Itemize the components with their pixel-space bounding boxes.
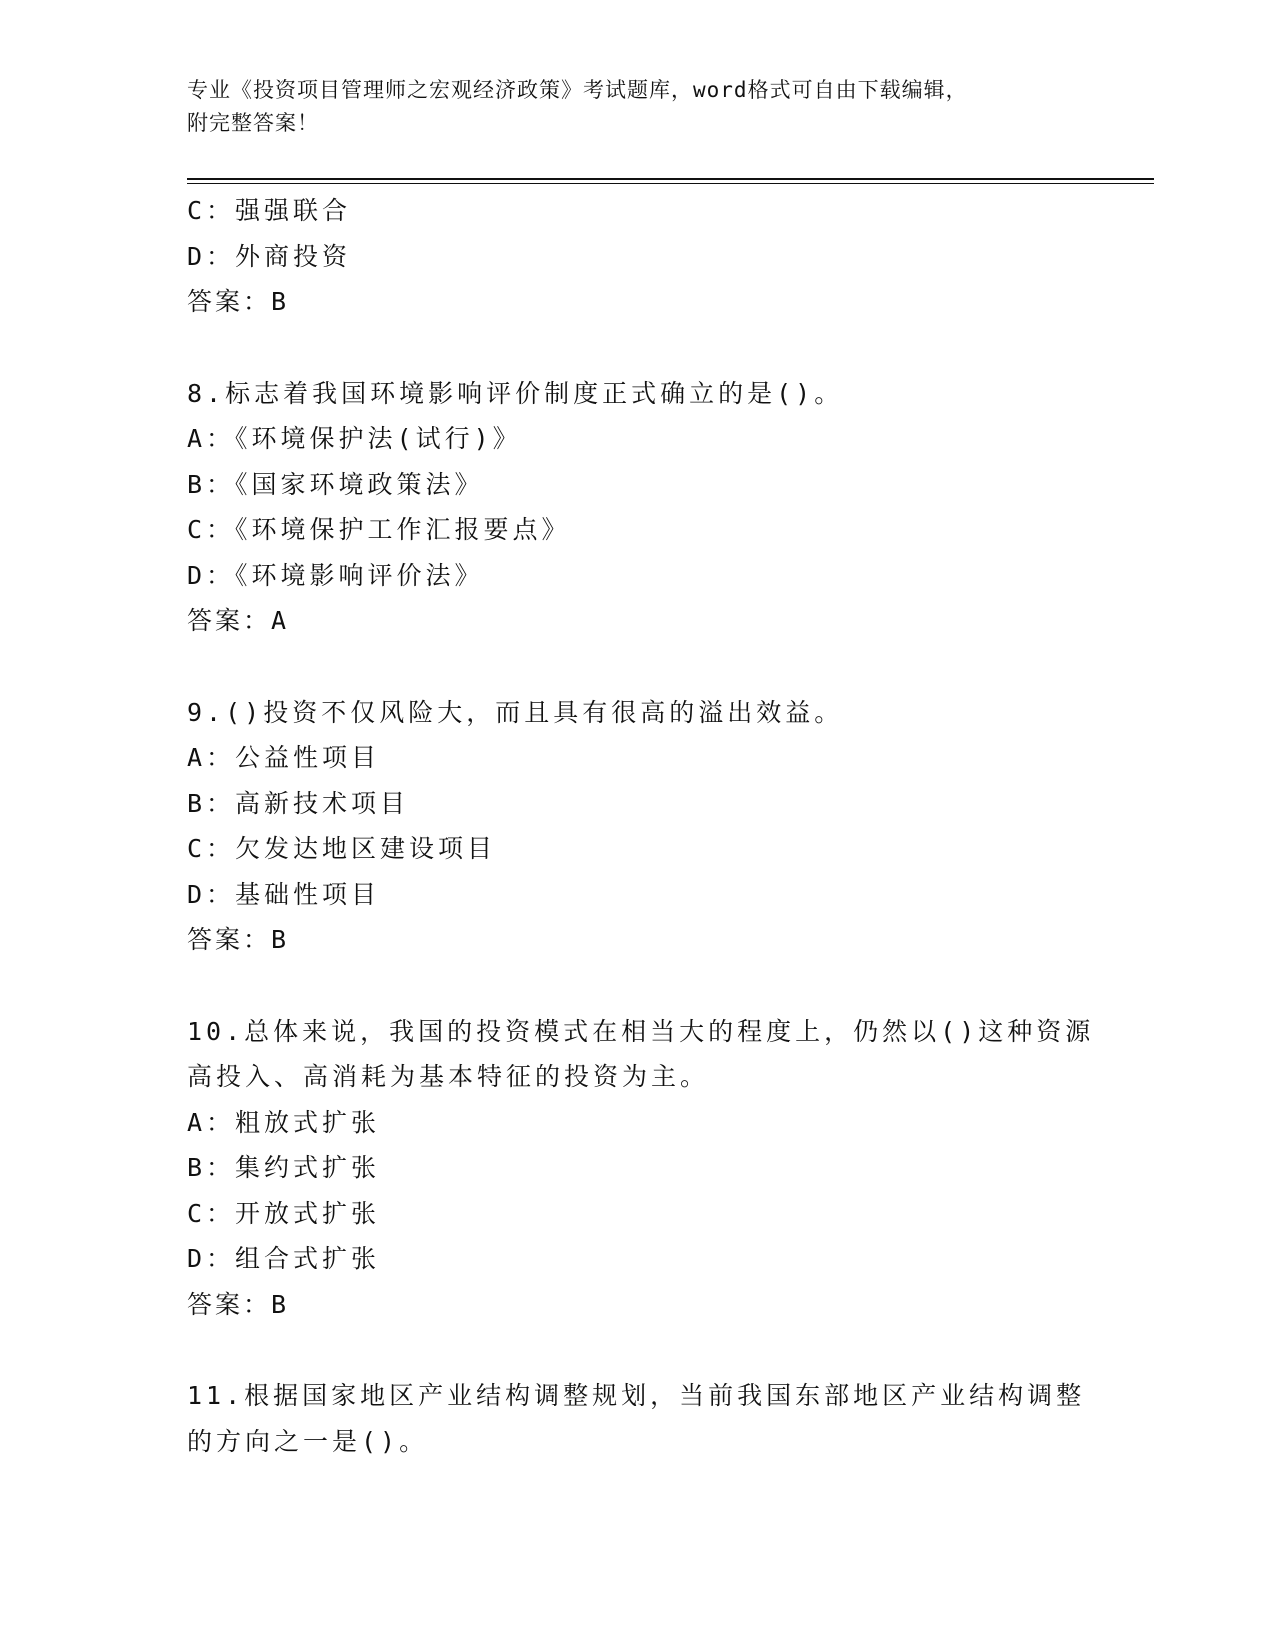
- option-c: C：《环境保护工作汇报要点》: [187, 515, 571, 544]
- spacer: [187, 1327, 1087, 1373]
- question-text-line-1: 10.总体来说，我国的投资模式在相当大的程度上，仍然以()这种资源: [187, 1016, 1095, 1046]
- question-8: [187, 371, 1087, 644]
- question-7-tail: [187, 188, 1087, 325]
- option-a: A：公益性项目: [187, 743, 381, 772]
- option-d: D：组合式扩张: [187, 1244, 381, 1273]
- question-text: 9.()投资不仅风险大，而且具有很高的溢出效益。: [187, 697, 844, 727]
- question-text: 8.标志着我国环境影响评价制度正式确立的是()。: [187, 378, 844, 408]
- question-10: [187, 1009, 1095, 1328]
- document-header: [187, 74, 1087, 140]
- question-text-line-1: 11.根据国家地区产业结构调整规划，当前我国东部地区产业结构调整: [187, 1381, 1086, 1410]
- question-11: [187, 1373, 1087, 1464]
- option-c: C：强强联合: [187, 196, 352, 225]
- header-line-1: 专业《投资项目管理师之宏观经济政策》考试题库，word格式可自由下载编辑，: [187, 78, 968, 102]
- answer: 答案：B: [187, 925, 290, 954]
- spacer: [187, 963, 1087, 1009]
- question-text-line-2: 的方向之一是()。: [187, 1426, 429, 1456]
- answer: 答案：B: [187, 1289, 290, 1319]
- option-b: B：高新技术项目: [187, 788, 410, 818]
- spacer: [187, 325, 1087, 371]
- option-c: C：开放式扩张: [187, 1198, 381, 1228]
- spacer: [187, 644, 1087, 690]
- option-b: B：集约式扩张: [187, 1153, 381, 1182]
- header-line-2: 附完整答案！: [187, 111, 319, 135]
- header-rule-thin: [187, 183, 1154, 184]
- question-list: [187, 188, 1095, 1464]
- option-a: A：粗放式扩张: [187, 1107, 381, 1137]
- option-d: D：外商投资: [187, 241, 352, 271]
- option-a: A：《环境保护法(试行)》: [187, 424, 522, 453]
- question-text-line-2: 高投入、高消耗为基本特征的投资为主。: [187, 1062, 710, 1091]
- option-d: D：基础性项目: [187, 879, 381, 909]
- header-rule-thick: [187, 178, 1154, 180]
- question-9: [187, 690, 1087, 963]
- answer: 答案：B: [187, 287, 290, 316]
- option-d: D：《环境影响评价法》: [187, 560, 484, 590]
- option-b: B：《国家环境政策法》: [187, 469, 484, 499]
- option-c: C：欠发达地区建设项目: [187, 834, 497, 863]
- answer: 答案：A: [187, 606, 290, 635]
